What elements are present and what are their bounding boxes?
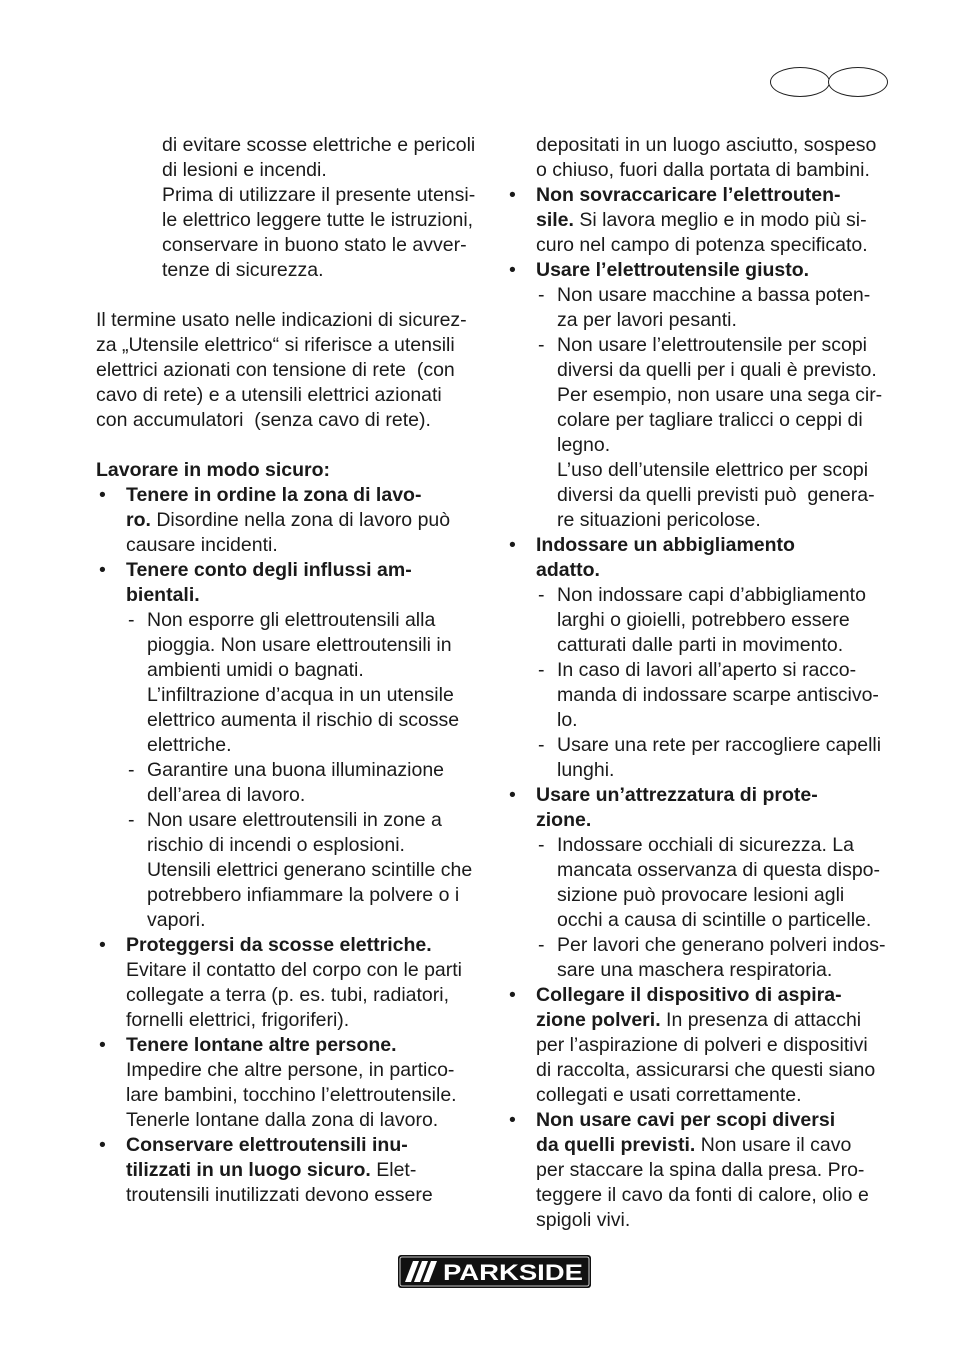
item-lead: Tenere lontane altre persone. xyxy=(126,1034,397,1056)
text-line: Prima di utilizzare il presente utensi- xyxy=(162,184,476,206)
item-lead: Non usare cavi per scopi diversi xyxy=(536,1109,836,1131)
text-line xyxy=(126,583,496,608)
text-line: Garantire una buona illuminazione xyxy=(147,759,445,781)
text-line: Per lavori che generano polveri indos- xyxy=(557,934,886,956)
sub-item xyxy=(126,608,496,758)
text-line: occhi a causa di scintille o particelle. xyxy=(557,909,872,931)
item-lead: Proteggersi da scosse elettriche. xyxy=(126,934,432,956)
item-lead: Usare l’elettroutensile giusto. xyxy=(536,259,810,281)
text-line: elettrici azionati con tensione di rete (con xyxy=(96,359,455,381)
sub-item xyxy=(536,833,926,933)
text-line xyxy=(536,983,926,1008)
dash-marker: - xyxy=(538,334,545,356)
item-lead: da quelli previsti. xyxy=(536,1134,696,1156)
sub-item xyxy=(536,933,926,983)
sub-item xyxy=(126,758,496,808)
text-line: cavo di rete) e a utensili elettrici azionati xyxy=(96,384,442,406)
text-line: Per esempio, non usare una sega cir- xyxy=(557,384,883,406)
text-line: conservare in buono stato le avver- xyxy=(162,234,467,256)
language-badges xyxy=(770,67,890,98)
item-lead: tilizzati in un luogo sicuro. xyxy=(126,1159,371,1181)
text-line: con accumulatori (senza cavo di rete). xyxy=(96,409,431,431)
text-line: larghi o gioielli, potrebbero essere xyxy=(557,609,850,631)
text-line: Non usare macchine a bassa poten- xyxy=(557,284,871,306)
bullet-marker: • xyxy=(509,184,516,206)
text-line xyxy=(536,258,926,283)
text-line: mancata osservanza di questa dispo- xyxy=(557,859,881,881)
text-line: depositati in un luogo asciutto, sospeso xyxy=(536,134,877,156)
text-line xyxy=(536,808,926,833)
text-line: troutensili inutilizzati devono essere xyxy=(126,1184,433,1206)
language-badge xyxy=(770,67,830,97)
sub-item xyxy=(536,333,926,533)
bullet-marker: • xyxy=(509,984,516,1006)
dash-marker: - xyxy=(538,659,545,681)
text-line: Non usare l’elettroutensile per scopi xyxy=(557,334,868,356)
item-lead: Tenere conto degli influssi am- xyxy=(126,559,412,581)
text-line: Usare una rete per raccogliere capelli xyxy=(557,734,882,756)
text-line: legno. xyxy=(557,434,611,456)
text-line: di evitare scosse elettriche e pericoli xyxy=(162,134,476,156)
bullet-marker: • xyxy=(509,1109,516,1131)
parkside-logo-graphic xyxy=(398,1255,591,1288)
item-lead: Tenere in ordine la zona di lavo- xyxy=(126,484,422,506)
dash-marker: - xyxy=(538,834,545,856)
text-line xyxy=(126,1033,496,1058)
text-line: za „Utensile elettrico“ si riferisce a utensili xyxy=(96,334,455,356)
text-line: manda di indossare scarpe antiscivo- xyxy=(557,684,879,706)
text-line xyxy=(536,208,926,233)
text-line: ambienti umidi o bagnati. xyxy=(147,659,364,681)
dash-marker: - xyxy=(128,759,135,781)
bullet-item xyxy=(506,783,926,983)
dash-marker: - xyxy=(538,734,545,756)
item-lead: bientali. xyxy=(126,584,200,606)
text-line: vapori. xyxy=(147,909,206,931)
text-line: elettriche. xyxy=(147,734,232,756)
language-badge xyxy=(828,67,888,97)
bullet-marker: • xyxy=(509,534,516,556)
bullet-item xyxy=(506,1108,926,1233)
left-column xyxy=(96,133,496,1208)
text-line: Utensili elettrici generano scintille che xyxy=(147,859,473,881)
text-line: L’uso dell’utensile elettrico per scopi xyxy=(557,459,869,481)
text-line: collegate a terra (p. es. tubi, radiatori, xyxy=(126,984,449,1006)
text-line: per l’aspirazione di polveri e dispositivi xyxy=(536,1034,868,1056)
text-line: teggere il cavo da fonti di calore, olio e xyxy=(536,1184,869,1206)
text-line: causare incidenti. xyxy=(126,534,278,556)
item-lead: adatto. xyxy=(536,559,600,581)
bullet-item xyxy=(96,558,496,933)
text-line xyxy=(536,558,926,583)
text-line: per staccare la spina dalla presa. Pro- xyxy=(536,1159,865,1181)
sub-item xyxy=(536,583,926,658)
text-line: lunghi. xyxy=(557,759,615,781)
dash-marker: - xyxy=(538,284,545,306)
dash-marker: - xyxy=(128,809,135,831)
item-text: Si lavora meglio e in modo più si- xyxy=(573,209,867,231)
item-text: Disordine nella zona di lavoro può xyxy=(150,509,451,531)
text-line: spigoli vivi. xyxy=(536,1209,631,1231)
text-line: di lesioni e incendi. xyxy=(162,159,327,181)
item-lead: sile. xyxy=(536,209,574,231)
bullet-item xyxy=(506,183,926,258)
bullet-marker: • xyxy=(99,934,106,956)
item-text: Elet- xyxy=(370,1159,417,1181)
item-lead: ro. xyxy=(126,509,151,531)
text-line: le elettrico leggere tutte le istruzioni, xyxy=(162,209,474,231)
text-line: fornelli elettrici, frigoriferi). xyxy=(126,1009,350,1031)
text-line xyxy=(536,183,926,208)
text-line xyxy=(536,1108,926,1133)
intro-paragraph xyxy=(96,133,496,283)
bullet-item xyxy=(506,533,926,783)
bullet-item xyxy=(96,1033,496,1133)
item-lead: Indossare un abbigliamento xyxy=(536,534,795,556)
bullet-marker: • xyxy=(99,484,106,506)
definition-paragraph xyxy=(96,308,496,433)
dash-marker: - xyxy=(128,609,135,631)
sub-item xyxy=(126,808,496,933)
brand-name: PARKSIDE xyxy=(443,1260,583,1285)
text-line xyxy=(536,1133,926,1158)
right-column xyxy=(506,133,926,1233)
text-line: Tenerle lontane dalla zona di lavoro. xyxy=(126,1109,439,1131)
bullet-item xyxy=(96,933,496,1033)
text-line: colare per tagliare tralicci o ceppi di xyxy=(557,409,863,431)
sub-item xyxy=(536,283,926,333)
text-line: dell’area di lavoro. xyxy=(147,784,306,806)
bullet-marker: • xyxy=(99,559,106,581)
sub-item xyxy=(536,733,926,783)
item-text: In presenza di attacchi xyxy=(660,1009,862,1031)
bullet-item xyxy=(506,983,926,1108)
item-lead: zione polveri. xyxy=(536,1009,661,1031)
item-lead: Usare un’attrezzatura di prote- xyxy=(536,784,818,806)
bullet-item xyxy=(506,258,926,533)
bullet-marker: • xyxy=(509,784,516,806)
text-line: diversi da quelli per i quali è previsto. xyxy=(557,359,877,381)
text-line: sare una maschera respiratoria. xyxy=(557,959,833,981)
text-line xyxy=(126,1133,496,1158)
parkside-logo xyxy=(398,1255,591,1288)
continuation-text xyxy=(506,133,926,183)
text-line: lo. xyxy=(557,709,578,731)
text-line: L’infiltrazione d’acqua in un utensile xyxy=(147,684,454,706)
bullet-item xyxy=(96,483,496,558)
text-line xyxy=(126,933,496,958)
text-line: Impedire che altre persone, in partico- xyxy=(126,1059,455,1081)
dash-marker: - xyxy=(538,934,545,956)
item-lead: Conservare elettroutensili inu- xyxy=(126,1134,408,1156)
text-line: o chiuso, fuori dalla portata di bambini. xyxy=(536,159,870,181)
text-line: potrebbero infiammare la polvere o i xyxy=(147,884,460,906)
item-lead: Collegare il dispositivo di aspira- xyxy=(536,984,842,1006)
text-line: sizione può provocare lesioni agli xyxy=(557,884,845,906)
bullet-marker: • xyxy=(99,1134,106,1156)
section-heading: Lavorare in modo sicuro: xyxy=(96,459,331,481)
text-line: Evitare il contatto del corpo con le parti xyxy=(126,959,463,981)
text-line: Il termine usato nelle indicazioni di sicurez- xyxy=(96,309,467,331)
text-line: tenze di sicurezza. xyxy=(162,259,324,281)
text-line: pioggia. Non usare elettroutensili in xyxy=(147,634,452,656)
text-line: Non indossare capi d’abbigliamento xyxy=(557,584,866,606)
text-line xyxy=(126,483,496,508)
text-line: elettrico aumenta il rischio di scosse xyxy=(147,709,460,731)
text-line: lare bambini, tocchino l’elettroutensile. xyxy=(126,1084,457,1106)
text-line: di raccolta, assicurarsi che questi siano xyxy=(536,1059,876,1081)
text-line: Non usare elettroutensili in zone a xyxy=(147,809,442,831)
text-line: curo nel campo di potenza specificato. xyxy=(536,234,868,256)
bullet-marker: • xyxy=(99,1034,106,1056)
sub-item xyxy=(536,658,926,733)
text-line xyxy=(536,533,926,558)
text-line: catturati dalle parti in movimento. xyxy=(557,634,844,656)
item-lead: Non sovraccaricare l’elettrouten- xyxy=(536,184,841,206)
text-line xyxy=(536,1008,926,1033)
text-line: Non esporre gli elettroutensili alla xyxy=(147,609,436,631)
text-line xyxy=(126,508,496,533)
text-line: rischio di incendi o esplosioni. xyxy=(147,834,405,856)
text-line: In caso di lavori all’aperto si racco- xyxy=(557,659,857,681)
bullet-item xyxy=(96,1133,496,1208)
text-line xyxy=(536,783,926,808)
dash-marker: - xyxy=(538,584,545,606)
text-line: za per lavori pesanti. xyxy=(557,309,737,331)
text-line: diversi da quelli previsti può genera- xyxy=(557,484,875,506)
item-lead: zione. xyxy=(536,809,592,831)
bullet-marker: • xyxy=(509,259,516,281)
text-line: re situazioni pericolose. xyxy=(557,509,761,531)
item-text: Non usare il cavo xyxy=(695,1134,852,1156)
text-line: Indossare occhiali di sicurezza. La xyxy=(557,834,854,856)
text-line: collegati e usati correttamente. xyxy=(536,1084,802,1106)
text-line xyxy=(126,558,496,583)
text-line xyxy=(126,1158,496,1183)
